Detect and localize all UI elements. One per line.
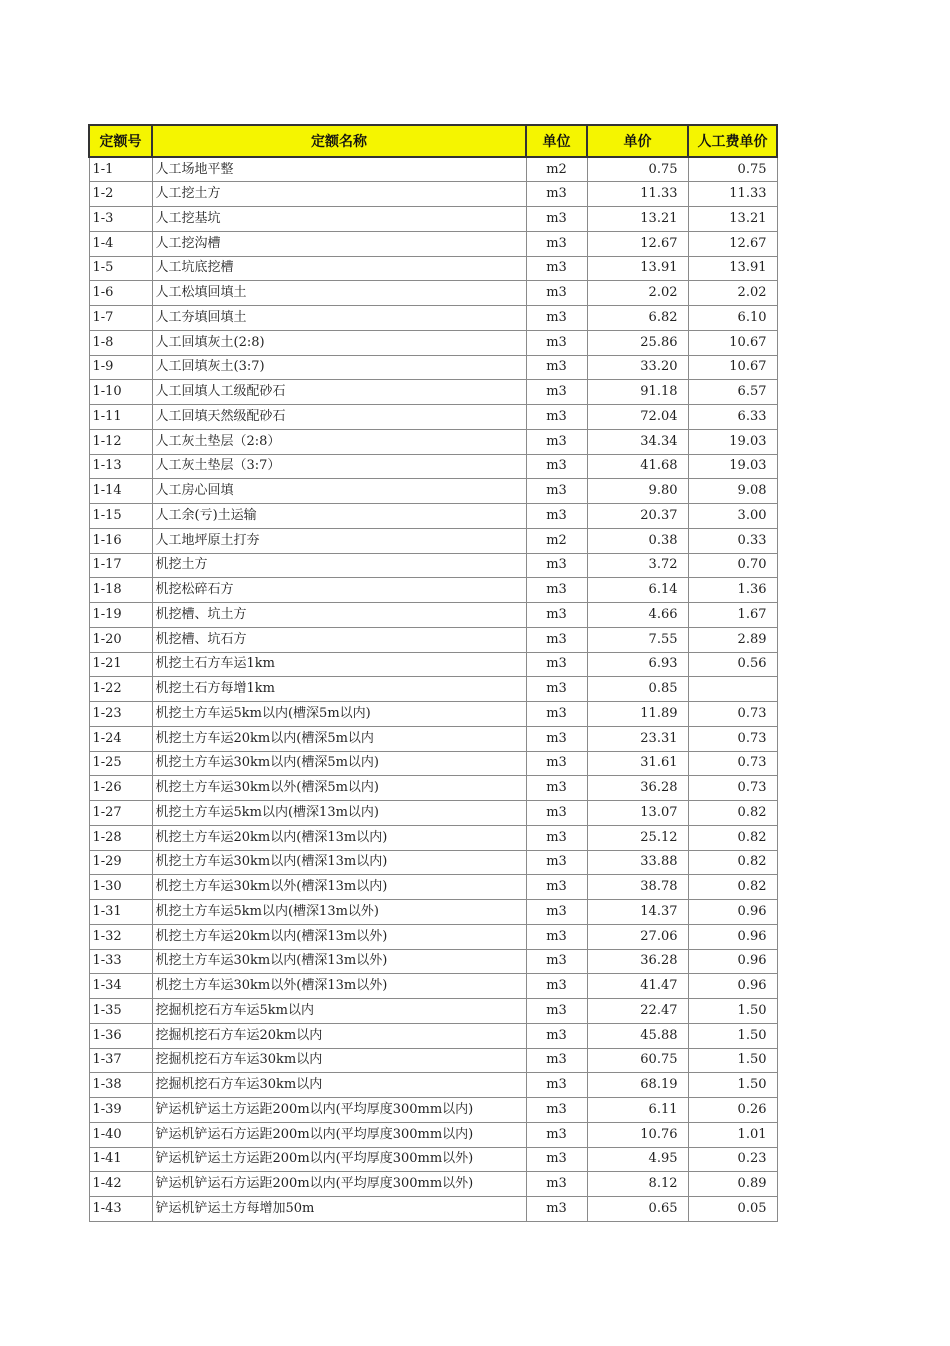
table-body — [89, 157, 777, 1221]
cell-name: 人工地坪原土打夯 — [152, 528, 526, 553]
cell-labor-price: 6.10 — [688, 306, 777, 331]
cell-labor-price: 1.36 — [688, 578, 777, 603]
cell-price: 3.72 — [587, 553, 688, 578]
cell-unit: m3 — [526, 380, 587, 405]
cell-price: 27.06 — [587, 924, 688, 949]
cell-code: 1-29 — [89, 850, 152, 875]
cell-price: 23.31 — [587, 726, 688, 751]
cell-price: 6.14 — [587, 578, 688, 603]
table-row — [89, 157, 777, 182]
cell-code: 1-7 — [89, 306, 152, 331]
cell-name: 人工灰土垫层（2:8） — [152, 429, 526, 454]
cell-labor-price: 0.73 — [688, 776, 777, 801]
table-row — [89, 355, 777, 380]
cell-labor-price: 0.82 — [688, 875, 777, 900]
cell-name: 铲运机铲运土方运距200m以内(平均厚度300mm以外) — [152, 1147, 526, 1172]
cell-unit: m3 — [526, 1073, 587, 1098]
cell-code: 1-37 — [89, 1048, 152, 1073]
cell-name: 机挖土石方每增1km — [152, 677, 526, 702]
cell-price: 33.20 — [587, 355, 688, 380]
table-row — [89, 429, 777, 454]
cell-name: 人工房心回填 — [152, 479, 526, 504]
cell-unit: m3 — [526, 355, 587, 380]
cell-price: 6.93 — [587, 652, 688, 677]
table-row — [89, 504, 777, 529]
cell-code: 1-36 — [89, 1023, 152, 1048]
cell-unit: m3 — [526, 801, 587, 826]
cell-labor-price: 2.02 — [688, 281, 777, 306]
cell-labor-price: 6.33 — [688, 405, 777, 430]
cell-labor-price: 0.23 — [688, 1147, 777, 1172]
table-row — [89, 528, 777, 553]
cell-name: 人工回填人工级配砂石 — [152, 380, 526, 405]
header-price: 单价 — [587, 125, 688, 157]
table-row — [89, 1023, 777, 1048]
cell-code: 1-40 — [89, 1122, 152, 1147]
cell-unit: m3 — [526, 1147, 587, 1172]
cell-labor-price: 19.03 — [688, 454, 777, 479]
cell-code: 1-34 — [89, 974, 152, 999]
cell-price: 11.33 — [587, 182, 688, 207]
cell-unit: m3 — [526, 974, 587, 999]
cell-labor-price: 10.67 — [688, 355, 777, 380]
cell-unit: m3 — [526, 182, 587, 207]
cell-name: 人工回填灰土(2:8) — [152, 330, 526, 355]
cell-unit: m3 — [526, 405, 587, 430]
cell-name: 人工松填回填土 — [152, 281, 526, 306]
cell-unit: m3 — [526, 1172, 587, 1197]
cell-code: 1-32 — [89, 924, 152, 949]
cell-code: 1-14 — [89, 479, 152, 504]
table-row — [89, 1172, 777, 1197]
cell-unit: m3 — [526, 949, 587, 974]
cell-labor-price: 11.33 — [688, 182, 777, 207]
cell-labor-price: 19.03 — [688, 429, 777, 454]
cell-labor-price: 2.89 — [688, 627, 777, 652]
cell-name: 人工灰土垫层（3:7） — [152, 454, 526, 479]
table-row — [89, 875, 777, 900]
cell-unit: m3 — [526, 900, 587, 925]
cell-labor-price: 0.96 — [688, 900, 777, 925]
cell-price: 13.21 — [587, 207, 688, 232]
table-row — [89, 1147, 777, 1172]
cell-price: 25.12 — [587, 825, 688, 850]
cell-unit: m3 — [526, 231, 587, 256]
table-row — [89, 256, 777, 281]
cell-code: 1-1 — [89, 157, 152, 182]
cell-price: 6.11 — [587, 1098, 688, 1123]
cell-price: 91.18 — [587, 380, 688, 405]
cell-price: 22.47 — [587, 999, 688, 1024]
cell-code: 1-11 — [89, 405, 152, 430]
cell-code: 1-18 — [89, 578, 152, 603]
cell-name: 挖掘机挖石方车运30km以内 — [152, 1073, 526, 1098]
cell-code: 1-9 — [89, 355, 152, 380]
cell-unit: m2 — [526, 528, 587, 553]
table-row — [89, 850, 777, 875]
cell-unit: m3 — [526, 578, 587, 603]
cell-labor-price: 9.08 — [688, 479, 777, 504]
cell-name: 人工余(亏)土运输 — [152, 504, 526, 529]
cell-labor-price: 6.57 — [688, 380, 777, 405]
table-header — [89, 125, 777, 157]
cell-price: 0.85 — [587, 677, 688, 702]
cell-name: 机挖槽、坑石方 — [152, 627, 526, 652]
cell-labor-price: 0.70 — [688, 553, 777, 578]
cell-price: 25.86 — [587, 330, 688, 355]
table-row — [89, 281, 777, 306]
table-row — [89, 900, 777, 925]
cell-price: 72.04 — [587, 405, 688, 430]
cell-price: 34.34 — [587, 429, 688, 454]
cell-name: 挖掘机挖石方车运5km以内 — [152, 999, 526, 1024]
cell-name: 机挖槽、坑土方 — [152, 603, 526, 628]
table-row — [89, 380, 777, 405]
table-row — [89, 553, 777, 578]
cell-labor-price: 1.50 — [688, 1023, 777, 1048]
cell-code: 1-4 — [89, 231, 152, 256]
table-row — [89, 825, 777, 850]
table-row — [89, 999, 777, 1024]
cell-price: 41.47 — [587, 974, 688, 999]
cell-code: 1-43 — [89, 1197, 152, 1222]
cell-price: 45.88 — [587, 1023, 688, 1048]
cell-name: 人工回填天然级配砂石 — [152, 405, 526, 430]
cell-code: 1-13 — [89, 454, 152, 479]
cell-name: 机挖松碎石方 — [152, 578, 526, 603]
cell-labor-price: 3.00 — [688, 504, 777, 529]
cell-name: 铲运机铲运土方每增加50m — [152, 1197, 526, 1222]
cell-labor-price: 0.96 — [688, 924, 777, 949]
cell-name: 人工场地平整 — [152, 157, 526, 182]
cell-price: 12.67 — [587, 231, 688, 256]
cell-name: 挖掘机挖石方车运30km以内 — [152, 1048, 526, 1073]
cell-labor-price: 12.67 — [688, 231, 777, 256]
cell-unit: m3 — [526, 652, 587, 677]
table-row — [89, 306, 777, 331]
table-row — [89, 207, 777, 232]
cell-code: 1-22 — [89, 677, 152, 702]
table-row — [89, 231, 777, 256]
cell-price: 20.37 — [587, 504, 688, 529]
table-row — [89, 1098, 777, 1123]
table-row — [89, 974, 777, 999]
cell-labor-price: 1.50 — [688, 1073, 777, 1098]
cell-code: 1-10 — [89, 380, 152, 405]
cell-unit: m3 — [526, 504, 587, 529]
table-row — [89, 652, 777, 677]
cell-unit: m3 — [526, 306, 587, 331]
table-row — [89, 702, 777, 727]
cell-price: 11.89 — [587, 702, 688, 727]
table-row — [89, 726, 777, 751]
cell-price: 41.68 — [587, 454, 688, 479]
cell-unit: m3 — [526, 875, 587, 900]
cell-price: 9.80 — [587, 479, 688, 504]
cell-labor-price: 1.50 — [688, 999, 777, 1024]
cell-labor-price: 0.75 — [688, 157, 777, 182]
table-row — [89, 677, 777, 702]
cell-unit: m3 — [526, 429, 587, 454]
cell-labor-price: 0.82 — [688, 825, 777, 850]
cell-unit: m3 — [526, 677, 587, 702]
cell-labor-price: 0.33 — [688, 528, 777, 553]
cell-labor-price: 0.05 — [688, 1197, 777, 1222]
cell-name: 机挖土方车运30km以外(槽深5m以内) — [152, 776, 526, 801]
table-row — [89, 330, 777, 355]
cell-code: 1-26 — [89, 776, 152, 801]
cell-unit: m3 — [526, 776, 587, 801]
cell-price: 2.02 — [587, 281, 688, 306]
header-row — [89, 125, 777, 157]
cell-name: 人工挖沟槽 — [152, 231, 526, 256]
cell-labor-price: 1.50 — [688, 1048, 777, 1073]
cell-unit: m3 — [526, 281, 587, 306]
cell-code: 1-27 — [89, 801, 152, 826]
cell-unit: m3 — [526, 702, 587, 727]
cell-code: 1-17 — [89, 553, 152, 578]
cell-name: 铲运机铲运土方运距200m以内(平均厚度300mm以内) — [152, 1098, 526, 1123]
cell-code: 1-19 — [89, 603, 152, 628]
cell-code: 1-30 — [89, 875, 152, 900]
cell-unit: m3 — [526, 603, 587, 628]
cell-labor-price: 10.67 — [688, 330, 777, 355]
cell-unit: m3 — [526, 1197, 587, 1222]
cell-price: 31.61 — [587, 751, 688, 776]
cell-unit: m3 — [526, 627, 587, 652]
cell-price: 7.55 — [587, 627, 688, 652]
cell-name: 机挖土方 — [152, 553, 526, 578]
cell-name: 机挖土方车运5km以内(槽深13m以内) — [152, 801, 526, 826]
cell-unit: m3 — [526, 751, 587, 776]
cell-code: 1-12 — [89, 429, 152, 454]
cell-code: 1-25 — [89, 751, 152, 776]
cell-price: 38.78 — [587, 875, 688, 900]
table-row — [89, 603, 777, 628]
cell-price: 13.91 — [587, 256, 688, 281]
cell-name: 机挖土方车运30km以内(槽深5m以内) — [152, 751, 526, 776]
cell-price: 4.95 — [587, 1147, 688, 1172]
cell-price: 6.82 — [587, 306, 688, 331]
cell-unit: m3 — [526, 825, 587, 850]
cell-unit: m2 — [526, 157, 587, 182]
table-row — [89, 454, 777, 479]
cell-name: 机挖土石方车运1km — [152, 652, 526, 677]
cell-price: 0.38 — [587, 528, 688, 553]
cell-code: 1-15 — [89, 504, 152, 529]
cell-labor-price: 0.96 — [688, 974, 777, 999]
cell-name: 机挖土方车运5km以内(槽深13m以外) — [152, 900, 526, 925]
cell-unit: m3 — [526, 924, 587, 949]
cell-unit: m3 — [526, 256, 587, 281]
cell-labor-price: 0.89 — [688, 1172, 777, 1197]
cell-unit: m3 — [526, 850, 587, 875]
header-labor-price: 人工费单价 — [688, 125, 777, 157]
cell-unit: m3 — [526, 330, 587, 355]
cell-price: 0.75 — [587, 157, 688, 182]
cell-code: 1-6 — [89, 281, 152, 306]
cell-name: 人工挖基坑 — [152, 207, 526, 232]
cell-price: 14.37 — [587, 900, 688, 925]
cell-name: 机挖土方车运30km以内(槽深13m以外) — [152, 949, 526, 974]
cell-code: 1-2 — [89, 182, 152, 207]
cell-name: 机挖土方车运20km以内(槽深13m以内) — [152, 825, 526, 850]
table-row — [89, 182, 777, 207]
table-row — [89, 801, 777, 826]
cell-code: 1-3 — [89, 207, 152, 232]
cell-unit: m3 — [526, 553, 587, 578]
table-row — [89, 405, 777, 430]
cell-labor-price — [688, 677, 777, 702]
quota-table — [88, 124, 778, 1222]
cell-price: 36.28 — [587, 949, 688, 974]
cell-labor-price: 13.91 — [688, 256, 777, 281]
cell-name: 人工挖土方 — [152, 182, 526, 207]
table-row — [89, 1197, 777, 1222]
cell-price: 33.88 — [587, 850, 688, 875]
table-row — [89, 924, 777, 949]
cell-labor-price: 0.73 — [688, 751, 777, 776]
cell-price: 0.65 — [587, 1197, 688, 1222]
cell-code: 1-41 — [89, 1147, 152, 1172]
cell-code: 1-16 — [89, 528, 152, 553]
cell-name: 挖掘机挖石方车运20km以内 — [152, 1023, 526, 1048]
header-code: 定额号 — [89, 125, 152, 157]
cell-code: 1-35 — [89, 999, 152, 1024]
cell-unit: m3 — [526, 999, 587, 1024]
cell-labor-price: 0.73 — [688, 726, 777, 751]
table-row — [89, 1073, 777, 1098]
cell-labor-price: 13.21 — [688, 207, 777, 232]
cell-name: 机挖土方车运30km以内(槽深13m以内) — [152, 850, 526, 875]
cell-unit: m3 — [526, 1098, 587, 1123]
cell-name: 人工坑底挖槽 — [152, 256, 526, 281]
cell-unit: m3 — [526, 1122, 587, 1147]
cell-code: 1-31 — [89, 900, 152, 925]
cell-name: 机挖土方车运20km以内(槽深13m以外) — [152, 924, 526, 949]
cell-name: 铲运机铲运石方运距200m以内(平均厚度300mm以外) — [152, 1172, 526, 1197]
cell-code: 1-42 — [89, 1172, 152, 1197]
cell-unit: m3 — [526, 454, 587, 479]
cell-code: 1-5 — [89, 256, 152, 281]
cell-code: 1-33 — [89, 949, 152, 974]
cell-labor-price: 0.82 — [688, 850, 777, 875]
cell-price: 60.75 — [587, 1048, 688, 1073]
cell-name: 铲运机铲运石方运距200m以内(平均厚度300mm以内) — [152, 1122, 526, 1147]
cell-unit: m3 — [526, 1023, 587, 1048]
cell-labor-price: 0.82 — [688, 801, 777, 826]
cell-labor-price: 0.73 — [688, 702, 777, 727]
cell-code: 1-8 — [89, 330, 152, 355]
table-row — [89, 949, 777, 974]
cell-code: 1-24 — [89, 726, 152, 751]
header-name: 定额名称 — [152, 125, 526, 157]
cell-price: 4.66 — [587, 603, 688, 628]
cell-code: 1-39 — [89, 1098, 152, 1123]
cell-price: 13.07 — [587, 801, 688, 826]
cell-code: 1-21 — [89, 652, 152, 677]
cell-price: 68.19 — [587, 1073, 688, 1098]
cell-labor-price: 1.67 — [688, 603, 777, 628]
cell-code: 1-20 — [89, 627, 152, 652]
cell-name: 机挖土方车运20km以内(槽深5m以内 — [152, 726, 526, 751]
cell-name: 机挖土方车运5km以内(槽深5m以内) — [152, 702, 526, 727]
table-row — [89, 627, 777, 652]
header-unit: 单位 — [526, 125, 587, 157]
table-row — [89, 1122, 777, 1147]
cell-code: 1-23 — [89, 702, 152, 727]
cell-name: 机挖土方车运30km以外(槽深13m以外) — [152, 974, 526, 999]
table-row — [89, 479, 777, 504]
cell-price: 36.28 — [587, 776, 688, 801]
table-row — [89, 578, 777, 603]
cell-code: 1-28 — [89, 825, 152, 850]
cell-labor-price: 1.01 — [688, 1122, 777, 1147]
cell-unit: m3 — [526, 207, 587, 232]
cell-name: 机挖土方车运30km以外(槽深13m以内) — [152, 875, 526, 900]
cell-labor-price: 0.26 — [688, 1098, 777, 1123]
cell-labor-price: 0.96 — [688, 949, 777, 974]
cell-unit: m3 — [526, 1048, 587, 1073]
cell-name: 人工回填灰土(3:7) — [152, 355, 526, 380]
cell-name: 人工夯填回填土 — [152, 306, 526, 331]
cell-code: 1-38 — [89, 1073, 152, 1098]
table-row — [89, 776, 777, 801]
cell-labor-price: 0.56 — [688, 652, 777, 677]
cell-price: 10.76 — [587, 1122, 688, 1147]
cell-unit: m3 — [526, 726, 587, 751]
table-row — [89, 751, 777, 776]
cell-unit: m3 — [526, 479, 587, 504]
table-row — [89, 1048, 777, 1073]
cell-price: 8.12 — [587, 1172, 688, 1197]
